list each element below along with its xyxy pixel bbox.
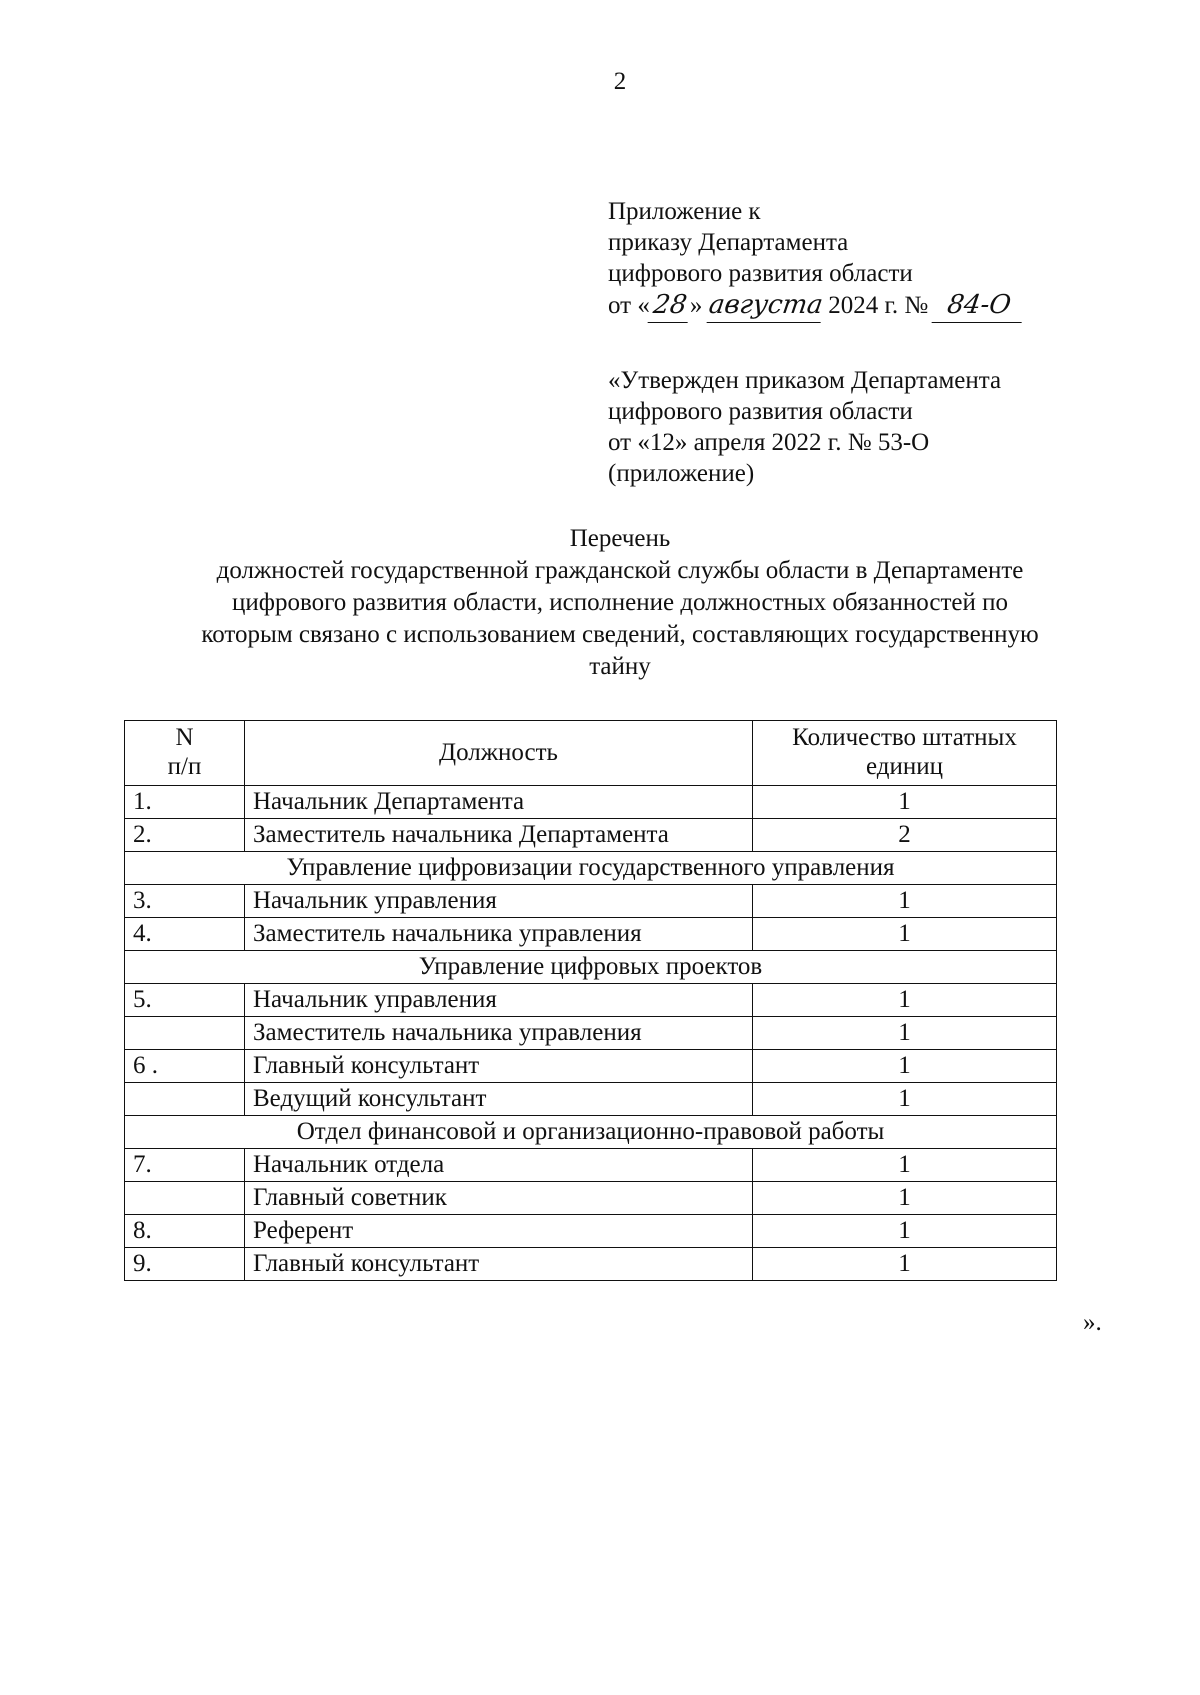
- table-row: [125, 1083, 1057, 1116]
- table-row: [125, 1017, 1057, 1050]
- section-row: [125, 852, 1057, 885]
- table-row: [125, 918, 1057, 951]
- section-title: Управление цифровизации государственного управления: [125, 852, 1057, 885]
- row-position: Главный советник: [245, 1182, 753, 1215]
- row-count: 1: [753, 1017, 1057, 1050]
- row-number: 1.: [125, 786, 245, 819]
- row-position: Начальник Департамента: [245, 786, 753, 819]
- table-row: [125, 1182, 1057, 1215]
- table-header-row: [125, 721, 1057, 786]
- row-number: 2.: [125, 819, 245, 852]
- row-count: 1: [753, 1215, 1057, 1248]
- row-number: 5.: [125, 984, 245, 1017]
- row-count: 1: [753, 786, 1057, 819]
- date-prefix: от «: [608, 292, 650, 319]
- row-position: Начальник управления: [245, 885, 753, 918]
- row-number: 3.: [125, 885, 245, 918]
- row-number: 9.: [125, 1248, 245, 1281]
- page-number: 2: [613, 68, 627, 95]
- title-line-3: которым связано с использованием сведений, составляющих государственную: [201, 621, 1039, 648]
- row-position: Начальник отдела: [245, 1149, 753, 1182]
- section-title: Управление цифровых проектов: [125, 951, 1057, 984]
- closing-quote-mark: ».: [1083, 1309, 1102, 1336]
- header-position: Должность: [245, 721, 753, 786]
- approved-line-3: от «12» апреля 2022 г. № 53-О: [608, 429, 930, 456]
- approved-block: [608, 365, 1168, 489]
- title-line-4: тайну: [589, 653, 651, 680]
- appendix-date-line: [608, 289, 1168, 320]
- approved-line-2: цифрового развития области: [608, 398, 913, 425]
- row-position: Начальник управления: [245, 984, 753, 1017]
- date-year: 2024 г. №: [828, 292, 929, 319]
- row-count: 1: [753, 1083, 1057, 1116]
- positions-table: [124, 720, 1057, 1281]
- header-count-line-1: Количество штатных: [792, 724, 1017, 752]
- row-number: [125, 1017, 245, 1050]
- row-position: Заместитель начальника управления: [245, 1017, 753, 1050]
- table-row: [125, 1050, 1057, 1083]
- row-number: [125, 1182, 245, 1215]
- row-count: 1: [753, 1149, 1057, 1182]
- row-position: Ведущий консультант: [245, 1083, 753, 1116]
- appendix-line-1: Приложение к: [608, 198, 761, 225]
- header-count: [753, 721, 1057, 786]
- handwritten-month: августа: [706, 289, 824, 323]
- row-number: 8.: [125, 1215, 245, 1248]
- title-heading: Перечень: [569, 525, 671, 552]
- date-mid: »: [689, 292, 709, 319]
- row-count: 2: [753, 819, 1057, 852]
- header-number-line-1: N: [175, 724, 194, 752]
- appendix-line-2: приказу Департамента: [608, 229, 849, 256]
- row-number: 6 .: [125, 1050, 245, 1083]
- table-row: [125, 1149, 1057, 1182]
- document-title: [110, 523, 1130, 683]
- table-row: [125, 1215, 1057, 1248]
- section-row: [125, 1116, 1057, 1149]
- table-row: [125, 1248, 1057, 1281]
- row-position: Главный консультант: [245, 1050, 753, 1083]
- row-position: Заместитель начальника Департамента: [245, 819, 753, 852]
- appendix-line-3: цифрового развития области: [608, 260, 913, 287]
- row-count: 1: [753, 918, 1057, 951]
- handwritten-order-number: 84-О: [932, 289, 1027, 323]
- row-count: 1: [753, 1182, 1057, 1215]
- row-position: Главный консультант: [245, 1248, 753, 1281]
- table-row: [125, 984, 1057, 1017]
- section-title: Отдел финансовой и организационно-правовой работы: [125, 1116, 1057, 1149]
- row-number: 7.: [125, 1149, 245, 1182]
- title-line-1: должностей государственной гражданской службы области в Департаменте: [216, 557, 1024, 584]
- row-count: 1: [753, 885, 1057, 918]
- handwritten-day: 28: [648, 289, 693, 323]
- approved-line-4: (приложение): [608, 460, 755, 487]
- appendix-block: [608, 196, 1168, 320]
- row-count: 1: [753, 984, 1057, 1017]
- header-number-line-2: п/п: [167, 753, 202, 780]
- header-count-line-2: единиц: [865, 753, 943, 780]
- row-count: 1: [753, 1248, 1057, 1281]
- row-position: Референт: [245, 1215, 753, 1248]
- row-count: 1: [753, 1050, 1057, 1083]
- table-row: [125, 819, 1057, 852]
- row-number: [125, 1083, 245, 1116]
- table-row: [125, 786, 1057, 819]
- row-number: 4.: [125, 918, 245, 951]
- section-row: [125, 951, 1057, 984]
- table-row: [125, 885, 1057, 918]
- approved-line-1: «Утвержден приказом Департамента: [608, 367, 1002, 394]
- header-number: [125, 721, 245, 786]
- row-position: Заместитель начальника управления: [245, 918, 753, 951]
- title-line-2: цифрового развития области, исполнение должностных обязанностей по: [232, 589, 1008, 616]
